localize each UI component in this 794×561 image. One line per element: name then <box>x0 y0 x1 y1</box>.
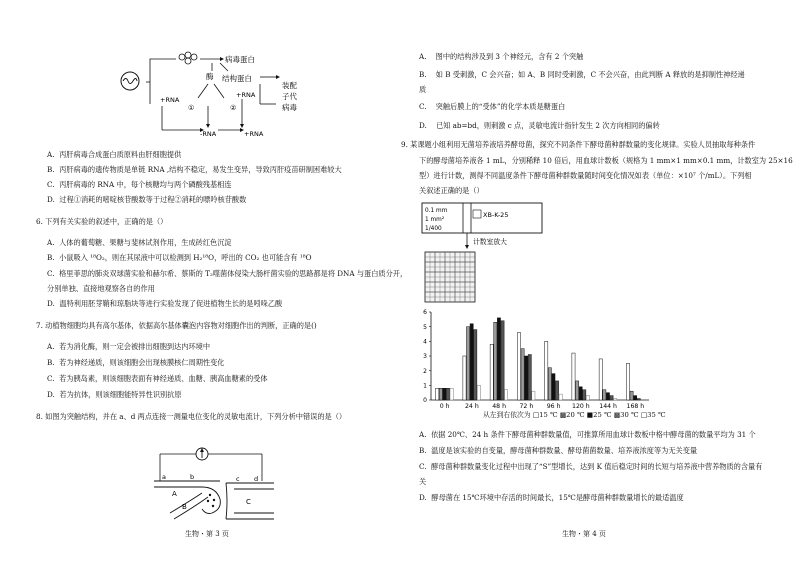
plus-rna-label-1: +RNA <box>160 96 180 104</box>
q8-option-a <box>419 52 583 61</box>
bar-30C-120h <box>583 390 586 400</box>
option-text: 若为胰岛素，则该细胞表面有神经递质、血糖、胰高血糖素的受体 <box>59 374 268 383</box>
bar-25C-120h <box>579 387 582 400</box>
option-label: D. <box>47 195 55 204</box>
x-tick-label: 96 h <box>546 403 561 410</box>
bar-35C-24h <box>477 385 480 400</box>
q9-stem-line-1: 9. 某课题小组利用无菌培养液培养酵母菌，探究不同条件下酵母菌种群数量的变化规律。实验人员抽取每种条件 <box>401 140 756 149</box>
bar-30C-48h <box>501 321 504 400</box>
q9-stem-line-2: 下的酵母菌培养液各 1 mL，分别稀释 10 倍后，用血球计数板（规格为 1 mm×1 mm×0.1 mm，计数室为 25×16 <box>419 156 793 165</box>
q5-option-b <box>47 165 342 174</box>
bar-15C-168h <box>626 363 629 400</box>
option-label: C. <box>47 180 55 189</box>
bar-15C-0h <box>436 388 439 400</box>
bar-20C-0h <box>439 388 442 400</box>
bar-25C-48h <box>497 318 500 400</box>
option-label: C. <box>419 102 427 111</box>
x-tick-label: 48 h <box>492 403 507 410</box>
nerve-label-c: c <box>236 475 240 483</box>
nerve-label-d: d <box>254 475 259 483</box>
assemble-label-2: 子代 <box>282 92 297 101</box>
option-text: 人体的葡萄糖、果糖与斐林试剂作用，生成砖红色沉淀 <box>59 238 232 247</box>
option-label: B. <box>47 358 55 367</box>
q8-option-c <box>419 102 565 111</box>
option-label: A. <box>47 150 55 159</box>
option-text: 若为消化酶，则一定会被排出细胞到达内环境中 <box>59 342 211 351</box>
enzyme-label: 酶 <box>206 72 214 81</box>
x-tick-label: 168 h <box>626 403 645 410</box>
q6-option-a <box>47 238 232 247</box>
y-tick-label: 4 <box>423 338 427 346</box>
bar-35C-0h <box>450 388 453 400</box>
y-tick-label: 6 <box>423 309 427 317</box>
q5-option-c <box>47 180 232 189</box>
bar-35C-120h <box>586 396 589 400</box>
bar-25C-0h <box>443 388 446 400</box>
page-footer-left: 生物・第 3 页 <box>185 530 229 538</box>
bar-20C-144h <box>603 390 606 400</box>
option-text: 如 B 受刺激，C 会兴奋；如 A、B 同时受刺激，C 不会兴奋，由此判断 A 释放的是抑制性神经递 <box>435 70 745 79</box>
option-label: D. <box>47 299 55 308</box>
bar-30C-144h <box>610 396 613 400</box>
bar-20C-168h <box>630 391 633 400</box>
bar-30C-96h <box>555 381 558 400</box>
option-label: D. <box>47 390 55 399</box>
q9-option-c <box>419 462 762 471</box>
y-tick-label: 0 <box>423 397 427 405</box>
nerve-label-b: b <box>190 473 195 481</box>
neuron-label-b: B <box>182 503 187 511</box>
option-label: B. <box>47 165 55 174</box>
q6-option-c-cont <box>47 284 155 293</box>
bar-20C-96h <box>548 368 551 400</box>
q5-option-a <box>47 150 181 159</box>
right-page <box>397 0 794 561</box>
y-tick-label: 5 <box>423 323 427 331</box>
counting-grid <box>425 252 475 302</box>
assemble-label-3: 病毒 <box>282 103 297 112</box>
q6-option-d <box>47 299 282 308</box>
option-text: 小鼠吸入 ¹⁸O₂，则在其尿液中可以检测到 H₂¹⁸O，呼出的 CO₂ 也可能含有 ¹⁸O <box>59 253 312 262</box>
bar-20C-24h <box>466 327 469 400</box>
neuron-label-a: A <box>172 490 177 498</box>
bar-25C-144h <box>606 393 609 400</box>
option-text: 格里菲思的肺炎双球菌实验和赫尔希、蔡斯的 T₂噬菌体侵染大肠杆菌实验的思路都是将 DNA 与蛋白质分开， <box>59 269 408 278</box>
option-text: 丙肝病毒的 RNA 中，每个核糖均与两个磷酸残基相连 <box>59 180 232 189</box>
option-text: 关 <box>419 477 427 486</box>
option-label: D. <box>419 121 427 130</box>
bar-20C-72h <box>521 349 524 400</box>
option-label: D. <box>419 493 427 502</box>
x-tick-label: 24 h <box>464 403 479 410</box>
synapse-diagram <box>150 443 280 528</box>
zoom-label: 计数室放大 <box>473 238 507 246</box>
option-text: 已知 ab=bd，则刺激 c 点，灵敏电流计指针发生 2 次方向相同的偏转 <box>435 121 660 130</box>
minus-rna-label: -RNA <box>200 130 217 138</box>
q6-stem: 6. 下列有关实验的叙述中，正确的是（） <box>36 217 168 226</box>
q8-option-b <box>419 70 745 79</box>
q7-option-d <box>47 390 182 399</box>
q9-stem-line-3: 型）进行计数，测得不同温度条件下酵母菌种群数量随时间变化情况如表（单位：×10⁷ 个/mL）。下列相 <box>419 171 752 180</box>
option-text: 温特利用胚芽鞘和琼脂块等进行实验发现了促进植物生长的是吲哚乙酸 <box>59 299 283 308</box>
option-text: 若为抗体，则该细胞能特异性识别抗原 <box>59 390 182 399</box>
bar-20C-48h <box>494 322 497 400</box>
bar-25C-24h <box>470 324 473 400</box>
q6-option-c <box>47 269 407 278</box>
option-label: C. <box>47 374 55 383</box>
option-text: 图中的结构涉及到 3 个神经元，含有 2 个突触 <box>435 52 584 61</box>
bar-15C-72h <box>517 333 520 400</box>
structural-protein-label: 结构蛋白 <box>222 74 252 83</box>
chart-legend: 从左到右依次为 □15 ℃ ▩20 ℃ ■25 ℃ ▩30 ℃ □35 ℃ <box>483 411 666 419</box>
bar-35C-144h <box>614 399 617 400</box>
option-label: B. <box>419 70 427 79</box>
q9-option-a <box>419 430 756 439</box>
assemble-label-1: 装配 <box>282 81 297 90</box>
option-text: 依据 20℃、24 h 条件下酵母菌种群数量值，可推算所用血球计数板中格中酵母菌的数量平均为 31 个 <box>431 430 756 439</box>
bar-30C-0h <box>446 388 449 400</box>
q8-option-b-cont <box>419 85 426 94</box>
yeast-bar-chart <box>419 308 659 423</box>
q7-option-c <box>47 374 268 383</box>
bar-35C-48h <box>505 390 508 400</box>
step-1-label: ① <box>188 104 195 112</box>
option-label: A. <box>47 342 55 351</box>
bar-15C-96h <box>545 341 548 400</box>
nerve-label-a: a <box>162 473 166 481</box>
x-tick-label: 72 h <box>519 403 534 410</box>
option-text: 丙肝病毒的遗传物质是单链 RNA ,结构不稳定，易发生变异，导致丙肝疫苗研制困难较大 <box>59 165 342 174</box>
option-text: 质 <box>419 85 427 94</box>
bar-15C-144h <box>599 359 602 400</box>
neuron-label-c: C <box>246 498 251 506</box>
galvanometer-icon <box>196 448 208 460</box>
option-label: A. <box>419 52 427 61</box>
q8-stem: 8. 如图为突触结构，并在 a、d 两点连接一测量电位变化的灵敏电流计，下列分析中错误的是（） <box>36 412 347 421</box>
ribosome-icon <box>179 52 197 64</box>
option-text: 若为神经递质，则该细胞会出现核膜核仁周期性变化 <box>59 358 225 367</box>
option-text: 温度是该实验的自变量，酵母菌种群数量、酵母菌菌数量、培养液浓度等为无关变量 <box>431 446 698 455</box>
y-tick-label: 1 <box>423 382 427 390</box>
bar-15C-24h <box>463 356 466 400</box>
option-label: C. <box>419 462 427 471</box>
q6-option-b <box>47 253 312 262</box>
page-footer-right: 生物・第 4 页 <box>562 530 606 538</box>
counter-spec-3: 1/400 <box>425 226 442 232</box>
plus-rna-label-3: +RNA <box>244 130 264 138</box>
counter-model-label: XB-K-25 <box>483 211 509 219</box>
counter-spec-2: 1 mm² <box>425 217 445 223</box>
y-tick-label: 3 <box>423 353 427 361</box>
q5-option-d <box>47 195 246 204</box>
option-label: C. <box>47 269 55 278</box>
option-text: 分别单独、直接地观察各自的作用 <box>47 284 155 293</box>
option-label: A. <box>419 430 427 439</box>
option-label: A. <box>47 238 55 247</box>
bar-20C-120h <box>575 381 578 400</box>
q9-option-b <box>419 446 697 455</box>
option-text: 过程①消耗的嘧啶核苷酸数等于过程②消耗的嘌呤核苷酸数 <box>59 195 247 204</box>
x-tick-label: 144 h <box>599 403 617 410</box>
bar-30C-168h <box>637 399 640 400</box>
bar-35C-96h <box>559 394 562 400</box>
bar-35C-72h <box>532 391 535 400</box>
step-2-label: ② <box>230 104 237 112</box>
bar-30C-24h <box>474 330 477 400</box>
counter-spec-1: 0.1 mm <box>425 208 448 214</box>
y-tick-label: 2 <box>423 367 427 375</box>
q7-option-b <box>47 358 224 367</box>
virus-replication-diagram <box>110 44 310 144</box>
option-text: 丙肝病毒合成蛋白质原料由肝细胞提供 <box>59 150 182 159</box>
virus-icon <box>121 72 139 90</box>
bar-25C-168h <box>634 396 637 400</box>
q9-option-d <box>419 493 684 502</box>
option-label: B. <box>47 253 55 262</box>
bar-25C-72h <box>525 356 528 400</box>
q8-option-d <box>419 121 660 130</box>
q9-option-c-cont <box>419 477 426 486</box>
q9-stem-line-4: 关叙述正确的是（） <box>419 186 484 195</box>
option-text: 酵母菌在 15℃环境中存活的时间最长，15℃是酵母菌种群数量增长的最适温度 <box>431 493 684 502</box>
bar-25C-96h <box>552 374 555 400</box>
bar-30C-72h <box>528 355 531 400</box>
plus-rna-label-2: +RNA <box>236 91 256 99</box>
q7-stem: 7. 动植物细胞均具有高尔基体，依据高尔基体囊泡内容物对细胞作出的判断，正确的是() <box>36 321 317 330</box>
virus-protein-label: 病毒蛋白 <box>225 55 255 64</box>
q7-option-a <box>47 342 210 351</box>
option-text: 酵母菌种群数量变化过程中出现了“S”型增长，达到 K 值后稳定时间的长短与培养液中营养物质的含量有 <box>431 462 763 471</box>
x-tick-label: 0 h <box>439 403 450 410</box>
bar-15C-48h <box>490 344 493 400</box>
option-label: B. <box>419 446 427 455</box>
option-text: 突触后膜上的“受体”的化学本质是糖蛋白 <box>435 102 566 111</box>
bar-15C-120h <box>572 353 575 400</box>
x-tick-label: 120 h <box>572 403 590 410</box>
hemocytometer-diagram <box>421 200 551 310</box>
